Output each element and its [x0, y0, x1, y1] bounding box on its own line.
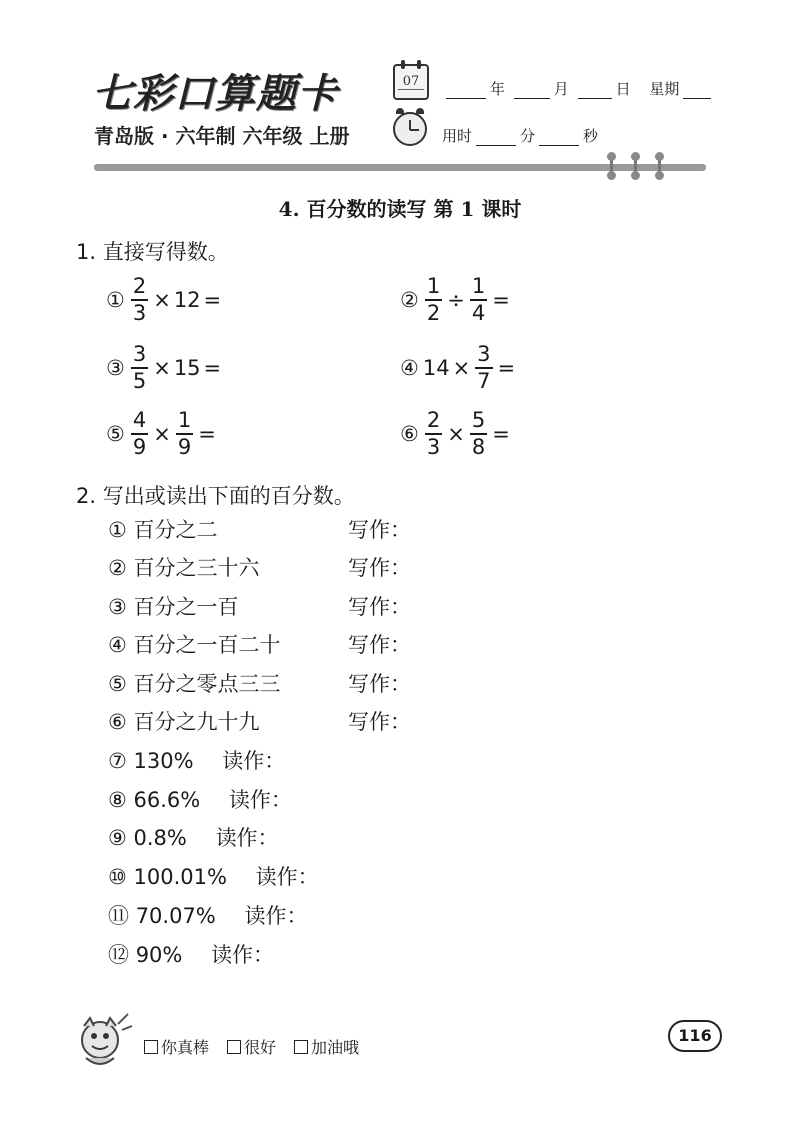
weekday-label: 星期	[649, 80, 680, 98]
check-good[interactable]: 很好	[227, 1035, 276, 1058]
self-assessment	[144, 1035, 359, 1058]
checkbox-icon	[227, 1040, 241, 1054]
problem-3: ③ $\frac{3}{5}$ × 15 =	[106, 342, 222, 393]
month-label: 月	[553, 80, 569, 98]
write-item-6: ⑥ 百分之九十九 写作：	[108, 710, 411, 734]
day-label: 日	[615, 80, 631, 98]
calendar-icon	[393, 64, 429, 100]
fraction: $\frac{1}{9}$	[177, 408, 192, 459]
read-item-12: ⑫ 90% 读作：	[108, 943, 275, 967]
brand-title: 七彩口算题卡	[92, 71, 338, 117]
problem-2: ② $\frac{1}{2}$ ÷ $\frac{1}{4}$ =	[400, 274, 510, 325]
read-item-10: ⑩ 100.01% 读作：	[108, 865, 319, 889]
calendar-day: 07	[398, 74, 424, 90]
edition-label: 青岛版 · 六年制 六年级 上册	[94, 124, 350, 148]
section2-title: 2. 写出或读出下面的百分数。	[76, 484, 355, 508]
mascot-icon	[72, 1010, 134, 1072]
alarm-clock-icon	[393, 112, 427, 146]
write-item-3: ③ 百分之一百 写作：	[108, 595, 411, 619]
checkbox-icon	[294, 1040, 308, 1054]
read-item-9: ⑨ 0.8% 读作：	[108, 826, 279, 850]
problem-6: ⑥ $\frac{2}{3}$ × $\frac{5}{8}$ =	[400, 408, 510, 459]
date-line	[442, 78, 715, 99]
check-keep-going[interactable]: 加油哦	[294, 1035, 359, 1058]
lesson-title: 4. 百分数的读写 第 1 课时	[278, 197, 522, 221]
write-item-1: ① 百分之二 写作：	[108, 518, 411, 542]
header-divider	[94, 164, 706, 171]
problem-1: ① $\frac{2}{3}$ × 12 =	[106, 274, 222, 325]
fraction: $\frac{3}{7}$	[477, 342, 491, 393]
fraction: $\frac{2}{3}$	[426, 408, 441, 459]
fraction: $\frac{3}{5}$	[132, 342, 147, 393]
read-item-11: ⑪ 70.07% 读作：	[108, 904, 308, 928]
checkbox-icon	[144, 1040, 158, 1054]
read-item-8: ⑧ 66.6% 读作：	[108, 788, 292, 812]
fraction: $\frac{1}{2}$	[426, 274, 441, 325]
fraction: $\frac{2}{3}$	[132, 274, 147, 325]
write-item-2: ② 百分之三十六 写作：	[108, 556, 411, 580]
fraction: $\frac{1}{4}$	[471, 274, 486, 325]
fraction: $\frac{4}{9}$	[132, 408, 147, 459]
second-label: 秒	[583, 127, 599, 145]
time-used-label: 用时	[442, 127, 473, 145]
page-number: 116	[668, 1020, 722, 1052]
section1-title: 1. 直接写得数。	[76, 240, 229, 264]
problem-5: ⑤ $\frac{4}{9}$ × $\frac{1}{9}$ =	[106, 408, 216, 459]
check-great[interactable]: 你真棒	[144, 1035, 209, 1058]
write-item-4: ④ 百分之一百二十 写作：	[108, 633, 411, 657]
problem-4: ④ 14 × $\frac{3}{7}$ =	[400, 342, 516, 393]
year-label: 年	[490, 80, 506, 98]
time-line	[442, 125, 598, 146]
minute-label: 分	[520, 127, 536, 145]
fraction: $\frac{5}{8}$	[471, 408, 486, 459]
read-item-7: ⑦ 130% 读作：	[108, 749, 286, 773]
write-item-5: ⑤ 百分之零点三三 写作：	[108, 672, 411, 696]
